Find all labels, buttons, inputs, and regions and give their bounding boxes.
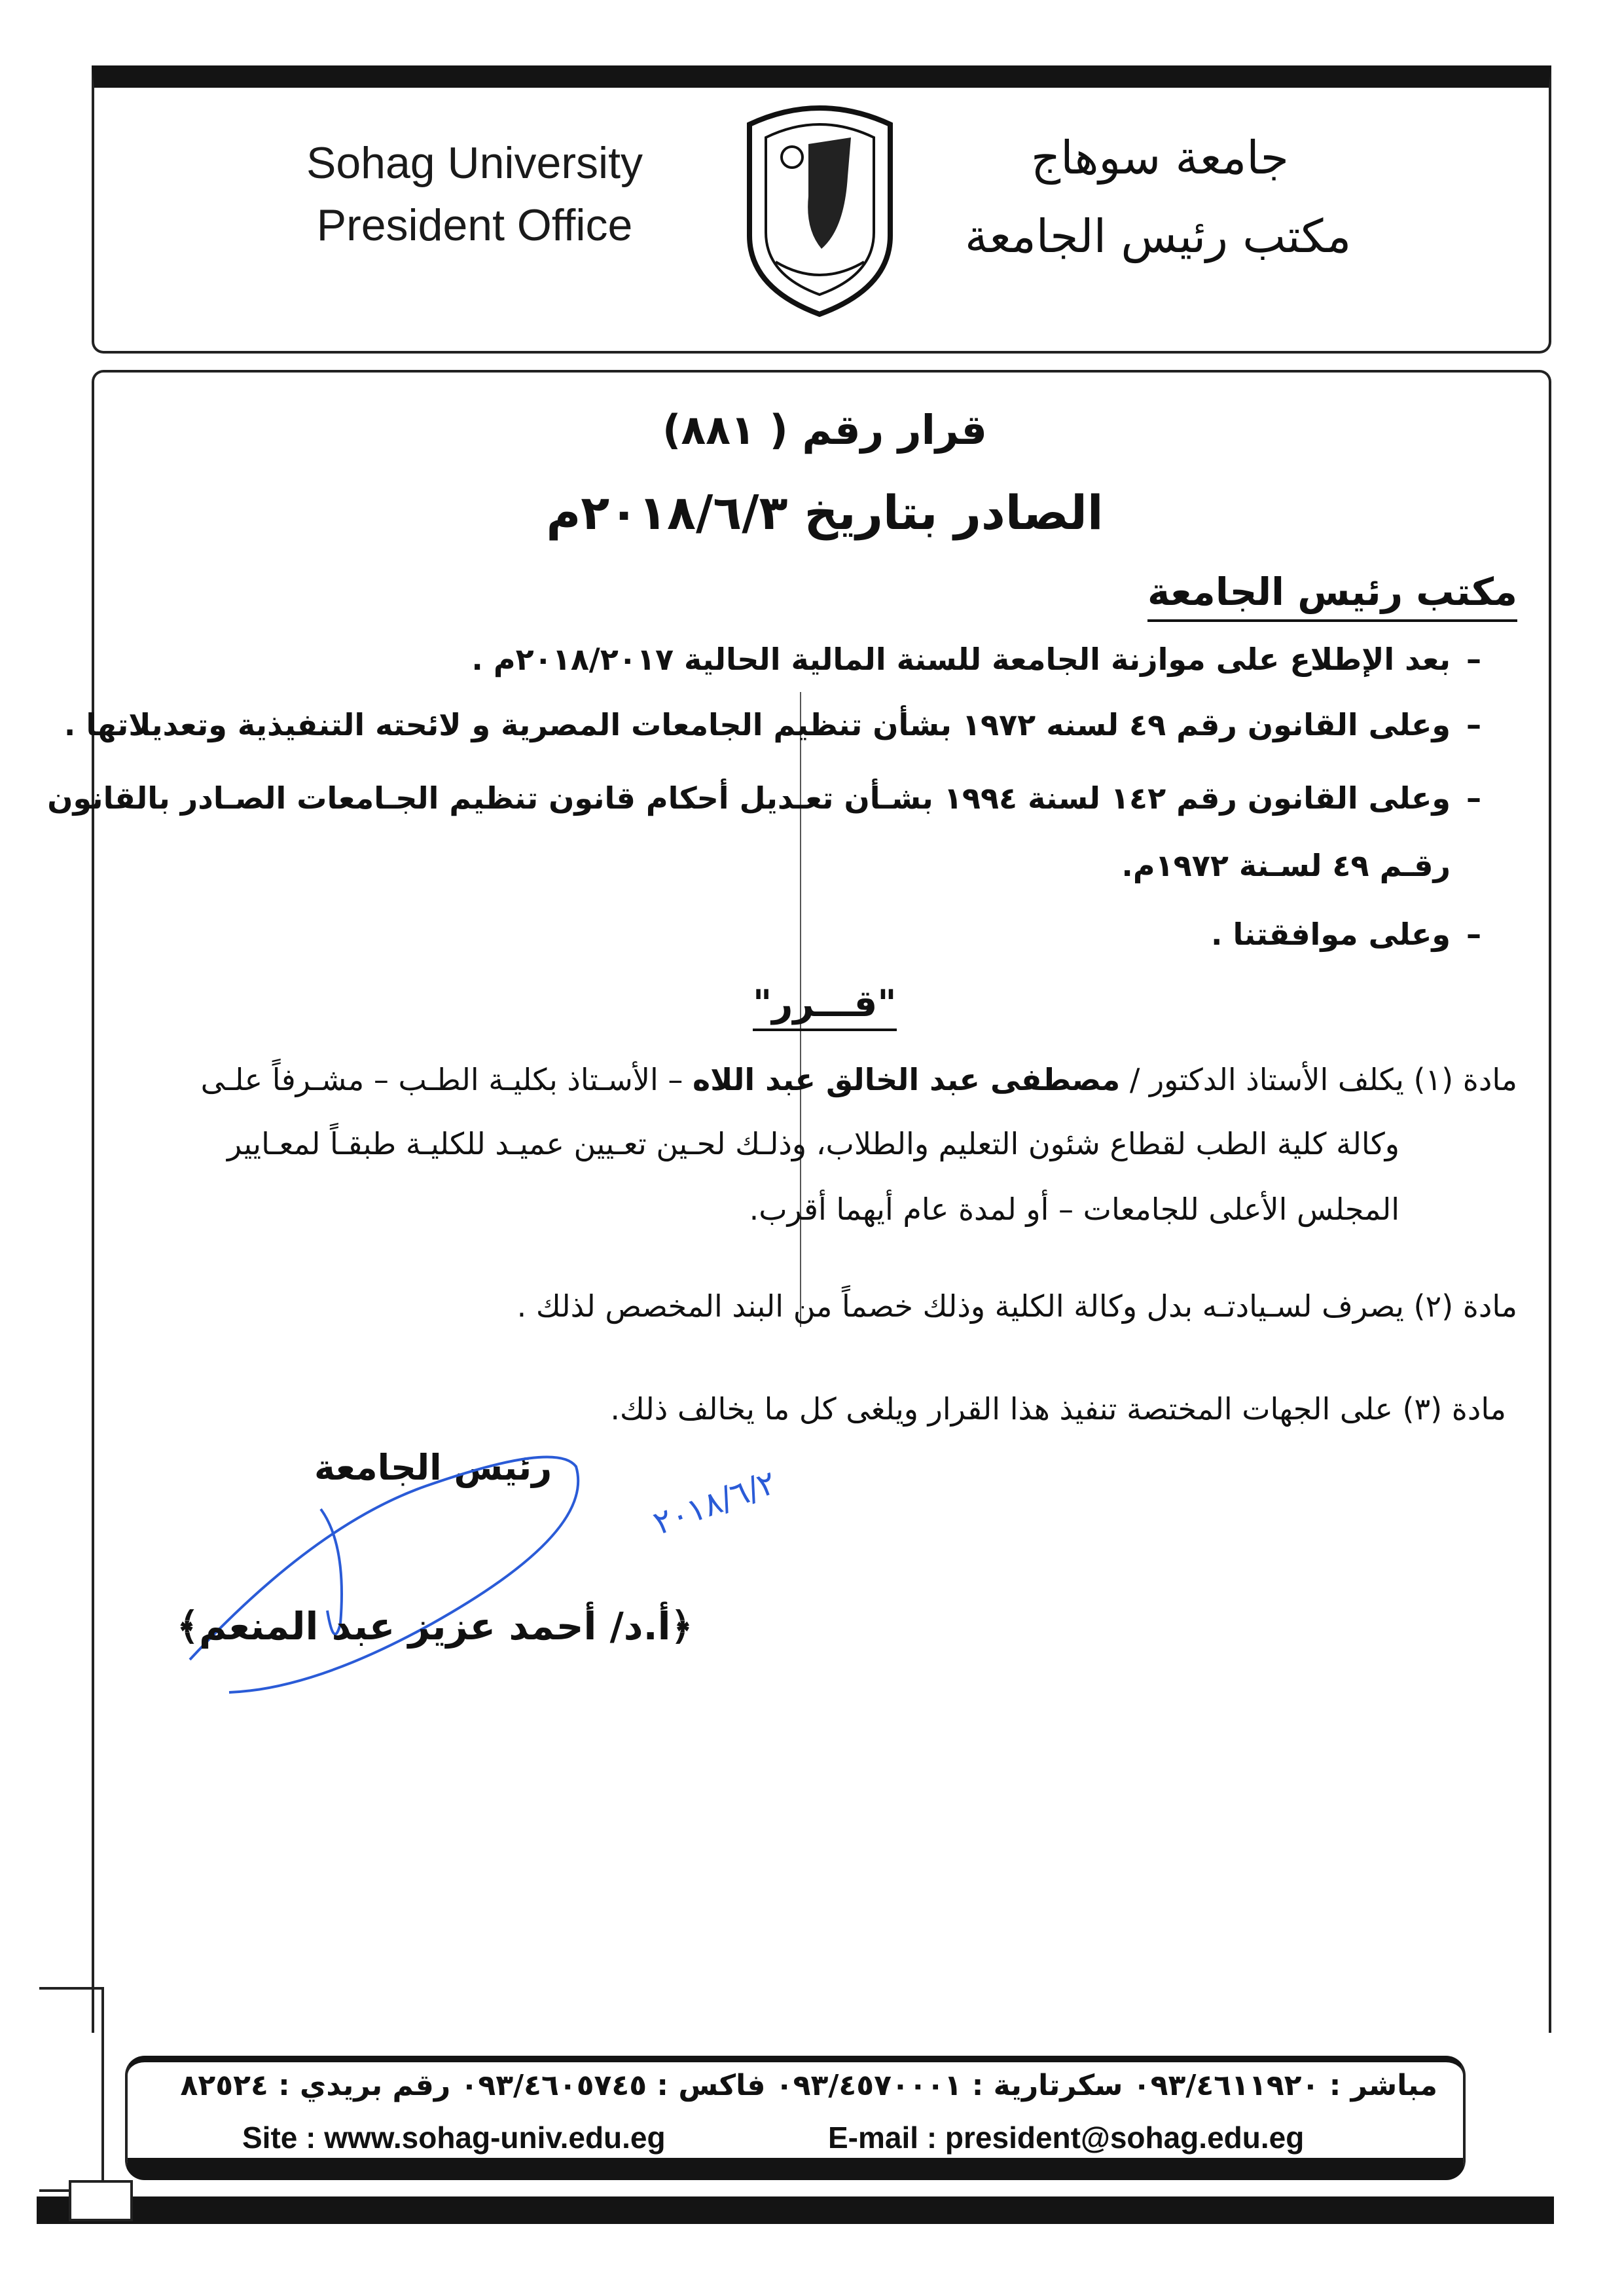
signatory-name: ﴿أ.د/ أحمد عزيز عبد المنعم﴾ bbox=[177, 1604, 693, 1649]
scan-margin-tab bbox=[69, 2180, 133, 2221]
office-name-ar: مكتب رئيس الجامعة bbox=[965, 210, 1352, 263]
article-2: مادة (٢) يصرف لسـيادتـه بدل وكالة الكلية وذلك خصماً من البند المخصص لذلك . bbox=[516, 1288, 1517, 1324]
preamble-item: وعلى القانون رقم ٤٩ لسنه ١٩٧٢ بشأن تنظيم الجامعات المصرية و لائحته التنفيذية وتعديلاتها . bbox=[63, 707, 1451, 742]
article-1-suffix: – الأسـتاذ بكليـة الطـب – مشـرفاً علـى bbox=[200, 1062, 693, 1097]
decree-date: الصادر بتاريخ ٢٠١٨/٦/٣م bbox=[546, 485, 1104, 540]
article-1-prefix: مادة (١) يكلف الأستاذ الدكتور / bbox=[1120, 1062, 1517, 1097]
appointee-name: مصطفى عبد الخالق عبد اللاه bbox=[693, 1062, 1121, 1097]
scan-margin-bracket bbox=[39, 1987, 104, 2192]
article-1-line-1 bbox=[201, 1062, 1517, 1098]
university-name-en: Sohag University bbox=[306, 138, 643, 188]
bottom-border-bar bbox=[37, 2196, 1554, 2224]
footer-email-link[interactable]: E-mail : president@sohag.edu.eg bbox=[828, 2121, 1305, 2155]
signature-date-text: ٢٠١٨/٦/٢ bbox=[648, 1463, 782, 1542]
preamble-item: بعد الإطلاع على موازنة الجامعة للسنة المالية الحالية ٢٠١٨/٢٠١٧م . bbox=[471, 642, 1451, 677]
article-1-line-2: وكالة كلية الطب لقطاع شئون التعليم والطلاب، وذلـك لحـين تعـيين عميـد للكليـة طبقـاً لمعـايير bbox=[227, 1126, 1399, 1161]
footer-site-link[interactable]: Site : www.sohag-univ.edu.eg bbox=[242, 2121, 666, 2155]
handwritten-signature bbox=[151, 1427, 707, 1722]
issuer-heading: مكتب رئيس الجامعة bbox=[1147, 570, 1517, 622]
bullet-dash: – bbox=[1466, 917, 1481, 952]
preamble-item: وعلى القانون رقم ١٤٢ لسنة ١٩٩٤ بشـأن تعـديل أحكام قانون تنظيم الجـامعات الصـادر بالقانون bbox=[47, 780, 1451, 816]
bullet-dash: – bbox=[1466, 642, 1481, 677]
signatory-title: رئيس الجامعة bbox=[314, 1447, 552, 1488]
decided-heading: "قـــرر" bbox=[753, 982, 897, 1031]
article-3: مادة (٣) على الجهات المختصة تنفيذ هذا القرار ويلغى كل ما يخالف ذلك. bbox=[610, 1391, 1506, 1427]
footer-contacts-ar: مباشر : ٠٩٣/٤٦١١٩٢٠ سكرتارية : ٠٩٣/٤٥٧٠٠٠١ فاكس : ٠٩٣/٤٦٠٥٧٤٥ رقم بريدي : ٨٢٥٢٤ bbox=[180, 2069, 1437, 2102]
preamble-item: وعلى موافقتنا . bbox=[1211, 917, 1451, 952]
bullet-dash: – bbox=[1466, 707, 1481, 742]
decree-number: قرار رقم ( ٨٨١) bbox=[662, 406, 987, 454]
bullet-dash: – bbox=[1466, 780, 1481, 816]
preamble-item-continuation: رقـم ٤٩ لسـنة ١٩٧٢م. bbox=[1121, 848, 1451, 883]
office-name-en: President Office bbox=[316, 200, 633, 250]
article-1-line-3: المجلس الأعلى للجامعات – أو لمدة عام أيهما أقرب. bbox=[749, 1192, 1399, 1227]
university-logo bbox=[736, 98, 903, 321]
university-name-ar: جامعة سوهاج bbox=[1031, 131, 1289, 185]
